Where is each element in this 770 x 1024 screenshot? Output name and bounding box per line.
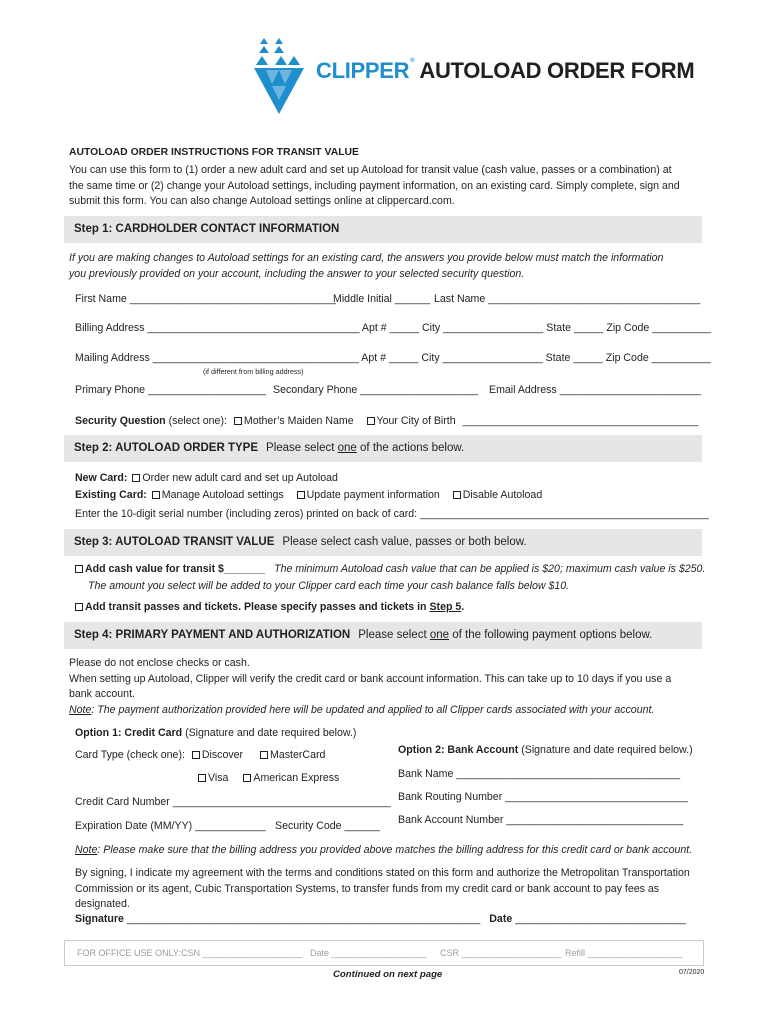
date-field[interactable]: _____________________________ — [515, 913, 687, 925]
card-type-row — [75, 749, 325, 761]
step1-header — [64, 216, 702, 243]
step4-subtitle: Please select one of the following payment options below. — [358, 629, 653, 641]
mastercard-checkbox[interactable] — [260, 751, 268, 759]
new-card-label: New Card: — [75, 472, 128, 484]
billing-address-field[interactable]: Billing Address ____________________________________ Apt # _____ City _________________ State _____ Zip Code __________ — [75, 322, 712, 334]
cash-value-field[interactable]: Add cash value for transit $_______ — [85, 563, 266, 575]
cash-value-row — [75, 563, 705, 575]
existing-card-row — [75, 489, 542, 501]
instructions-line: You can use this form to (1) order a new adult card and set up Autoload for transit value (cash value, passes or a combination) at — [69, 164, 672, 176]
step3-title: Step 3: AUTOLOAD TRANSIT VALUE — [74, 536, 275, 548]
office-refill: Refill ___________________ — [565, 948, 683, 958]
step5-link[interactable]: Step 5 — [429, 601, 462, 613]
continued-note: Continued on next page — [333, 969, 443, 980]
visa-checkbox[interactable] — [198, 774, 206, 782]
credit-card-number-field[interactable]: Credit Card Number _____________________________________ — [75, 796, 391, 808]
security-answer-field[interactable]: ________________________________________ — [462, 415, 699, 427]
middle-initial-field[interactable]: Middle Initial ______ — [333, 293, 431, 305]
cash-value-note-2: The amount you select will be added to your Clipper card each time your cash balance falls below $10. — [88, 580, 570, 592]
city-of-birth-label: Your City of Birth — [376, 415, 456, 427]
authorization-text — [75, 866, 715, 913]
authorization-line: By signing, I indicate my agreement with the terms and conditions stated on this form and authorize the Metropolitan Transportation — [75, 867, 690, 879]
option2-label: Option 2: Bank Account — [398, 744, 519, 756]
existing-card-label: Existing Card: — [75, 489, 147, 501]
bank-name-field[interactable]: Bank Name ______________________________________ — [398, 768, 681, 780]
option2-heading — [398, 744, 693, 756]
new-card-checkbox[interactable] — [132, 474, 140, 482]
amex-label: American Express — [253, 772, 340, 784]
security-code-field[interactable]: Security Code ______ — [275, 820, 380, 832]
option1-heading — [75, 727, 356, 739]
security-question-row — [75, 415, 698, 427]
revision-date: 07/2020 — [679, 969, 705, 976]
authorization-line: Commission or its agent, Cubic Transportation Systems, to transfer funds from my credit card or bank account to pay fees as designated. — [75, 882, 660, 910]
city-of-birth-checkbox[interactable] — [367, 417, 375, 425]
option1-hint: (Signature and date required below.) — [185, 727, 357, 739]
step1-note-line: you previously provided on your account, including the answer to your selected security question. — [69, 267, 525, 280]
step3-header — [64, 529, 702, 556]
instructions-line: the same time or (2) change your Autoload settings, including payment information, on an existing card. Simply complete, sign and — [69, 179, 680, 192]
card-type-label: Card Type (check one): — [75, 749, 185, 761]
mailing-address-note: (if different from billing address) — [203, 367, 304, 376]
office-csr: CSR ____________________ — [440, 948, 562, 958]
last-name-field[interactable]: Last Name ____________________________________ — [434, 293, 701, 305]
manage-autoload-label: Manage Autoload settings — [161, 489, 284, 501]
discover-label: Discover — [201, 749, 244, 761]
update-payment-checkbox[interactable] — [297, 491, 305, 499]
disable-autoload-label: Disable Autoload — [462, 489, 543, 501]
payment-instructions — [69, 656, 709, 718]
maiden-name-label: Mother’s Maiden Name — [243, 415, 354, 427]
bank-account-field[interactable]: Bank Account Number ______________________________ — [398, 814, 684, 826]
form-title — [316, 58, 694, 84]
passes-row — [75, 601, 464, 613]
bank-routing-field[interactable]: Bank Routing Number _______________________________ — [398, 791, 688, 803]
security-question-label: Security Question — [75, 415, 166, 427]
clipper-logo — [250, 36, 308, 118]
maiden-name-checkbox[interactable] — [234, 417, 242, 425]
step2-header — [64, 435, 702, 462]
new-card-row — [75, 472, 338, 484]
update-payment-label: Update payment information — [306, 489, 440, 501]
card-type-row-2 — [198, 772, 339, 784]
mastercard-label: MasterCard — [270, 749, 326, 761]
office-use-box — [64, 940, 704, 966]
option2-hint: (Signature and date required below.) — [521, 744, 693, 756]
serial-number-field[interactable]: Enter the 10-digit serial number (including zeros) printed on back of card: _________________________________________________ — [75, 508, 709, 520]
amex-checkbox[interactable] — [243, 774, 251, 782]
new-card-option: Order new adult card and set up Autoload — [142, 472, 338, 484]
signature-field[interactable]: ____________________________________________________________ — [126, 913, 481, 925]
step2-title: Step 2: AUTOLOAD ORDER TYPE — [74, 442, 259, 454]
office-csn: CSN ____________________ — [181, 948, 303, 958]
security-question-hint: (select one): — [168, 415, 227, 427]
payment-instructions-line: bank account. — [69, 688, 135, 700]
discover-checkbox[interactable] — [192, 751, 200, 759]
manage-autoload-checkbox[interactable] — [152, 491, 160, 499]
option1-label: Option 1: Credit Card — [75, 727, 183, 739]
billing-match-note: Note: Please make sure that the billing address you provided above matches the billing address for this credit card or bank account. — [75, 844, 693, 856]
office-use-label: FOR OFFICE USE ONLY: — [77, 948, 181, 958]
instructions-text — [69, 163, 709, 210]
payment-note: Note: The payment authorization provided here will be updated and applied to all Clipper cards associated with your account. — [69, 703, 655, 716]
passes-label: Add transit passes and tickets. Please specify passes and tickets in Step 5. — [85, 601, 465, 613]
step1-title: Step 1: CARDHOLDER CONTACT INFORMATION — [74, 223, 340, 235]
step1-note — [69, 251, 709, 282]
brand-name: CLIPPER — [316, 58, 410, 83]
form-title-text: AUTOLOAD ORDER FORM — [419, 58, 695, 83]
passes-checkbox[interactable] — [75, 603, 83, 611]
primary-phone-field[interactable]: Primary Phone ____________________ — [75, 384, 266, 396]
visa-label: Visa — [208, 772, 229, 784]
cash-value-checkbox[interactable] — [75, 565, 83, 573]
first-name-field[interactable]: First Name ___________________________________ — [75, 293, 336, 305]
email-field[interactable]: Email Address ________________________ — [489, 384, 702, 396]
step1-note-line: If you are making changes to Autoload settings for an existing card, the answers you provide below must match the information — [69, 252, 664, 264]
step3-subtitle: Please select cash value, passes or both below. — [282, 536, 527, 548]
expiration-date-field[interactable]: Expiration Date (MM/YY) ____________ — [75, 820, 266, 832]
disable-autoload-checkbox[interactable] — [453, 491, 461, 499]
registered-mark: ® — [410, 58, 415, 64]
instructions-heading: AUTOLOAD ORDER INSTRUCTIONS FOR TRANSIT VALUE — [69, 147, 359, 158]
office-date: Date ___________________ — [310, 948, 427, 958]
cash-value-note: The minimum Autoload cash value that can be applied is $20; maximum cash value is $250. — [274, 563, 706, 575]
instructions-line: submit this form. You can also change Autoload settings online at clippercard.com. — [69, 195, 455, 207]
payment-instructions-line: When setting up Autoload, Clipper will verify the credit card or bank account information. This can take up to 10 days if you use a — [69, 672, 672, 685]
mailing-address-field[interactable]: Mailing Address ___________________________________ Apt # _____ City _________________ State _____ Zip Code __________ — [75, 352, 711, 364]
step2-subtitle: Please select one of the actions below. — [266, 442, 465, 454]
step4-header — [64, 622, 702, 649]
signature-label: Signature — [75, 913, 124, 925]
secondary-phone-field[interactable]: Secondary Phone ____________________ — [273, 384, 479, 396]
signature-row — [75, 913, 686, 925]
step4-title: Step 4: PRIMARY PAYMENT AND AUTHORIZATION — [74, 629, 351, 641]
date-label: Date — [489, 913, 513, 925]
payment-instructions-line: Please do not enclose checks or cash. — [69, 657, 250, 669]
